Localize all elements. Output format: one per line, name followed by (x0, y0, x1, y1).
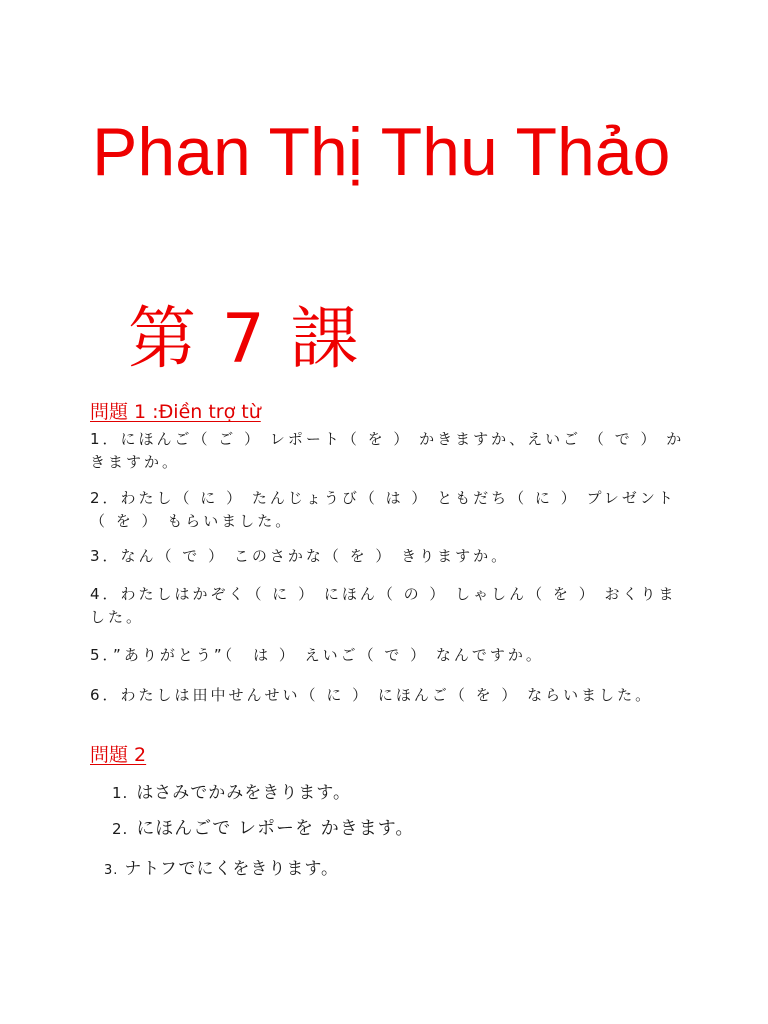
lesson-title: 第 7 課 (128, 300, 361, 379)
question-item: 5．”ありがとう”（ は ） えいご（ で ） なんですか。 (90, 646, 544, 664)
answer-text: にほんごで レポーを かきます。 (136, 818, 415, 839)
question-item: 6．わたしは田中せんせい（ に ） にほんご（ を ） ならいました。 (90, 686, 654, 704)
question-item: 4．わたしはかぞく（ に ） にほん（ の ） しゃしん（ を ） おくりました。 (90, 585, 677, 626)
question-item: 2．わたし（ に ） たんじょうび（ は ） ともだち（ に ） プレゼント（ を ） もらいました。 (90, 489, 676, 530)
section1-title: 問題 1 :Điền trợ từ (90, 401, 261, 423)
question-item: 3．なん（ で ） このさかな（ を ） きりますか。 (90, 547, 510, 565)
answer-number: 1. (112, 784, 129, 802)
answer-number: 3. (104, 863, 119, 878)
answer-item (112, 814, 414, 840)
answer-item (112, 778, 351, 803)
question-item: 1．にほんご（ ご ） レポート（ を ） かきますか、えいご （ で ） かきますか。 (90, 430, 685, 471)
answer-text: ナトフでにくをきります。 (124, 859, 340, 879)
answer-text: はさみでかみをきります。 (136, 783, 351, 803)
answer-item (104, 854, 339, 879)
section2-title: 問題 2 (90, 744, 147, 766)
student-name: Phan Thị Thu Thảo (92, 114, 671, 190)
answer-number: 2. (112, 820, 129, 838)
